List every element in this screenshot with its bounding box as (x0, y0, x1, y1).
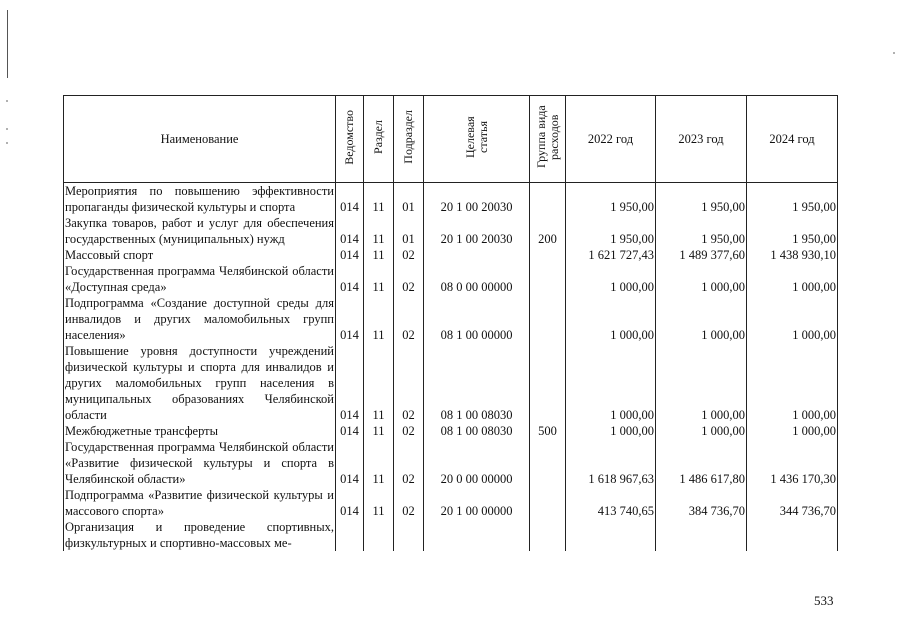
row-2023: 1 000,00 (656, 295, 747, 343)
header-group: Группа вида расходов (530, 96, 566, 183)
row-2024: 1 000,00 (747, 263, 838, 295)
row-2022: 1 950,00 (566, 183, 656, 216)
row-2022: 1 950,00 (566, 215, 656, 247)
row-2024 (747, 519, 838, 551)
header-razdel: Раздел (364, 96, 394, 183)
row-2024: 1 436 170,30 (747, 439, 838, 487)
row-razdel: 11 (364, 439, 394, 487)
row-name: Повышение уровня доступности учреждений физической культуры и спорта для инвалидов и других маломобильных групп населения в муниципальных образованиях Челябинской области (65, 344, 334, 422)
row-name: Государственная программа Челябинской области «Доступная среда» (65, 264, 334, 294)
row-name: Межбюджетные трансферты (64, 423, 336, 439)
row-vedomstvo: 014 (336, 295, 364, 343)
row-razdel: 11 (364, 295, 394, 343)
row-2022 (566, 519, 656, 551)
row-razdel: 11 (364, 423, 394, 439)
row-2024: 1 438 930,10 (747, 247, 838, 263)
header-vedomstvo: Ведомство (336, 96, 364, 183)
header-target: Целевая статья (424, 96, 530, 183)
row-name: Подпрограмма «Развитие физической культуры и массового спорта» (65, 488, 334, 518)
row-2024: 1 950,00 (747, 215, 838, 247)
row-podrazdel: 02 (394, 423, 424, 439)
row-podrazdel: 02 (394, 263, 424, 295)
row-group (530, 183, 566, 216)
row-group (530, 439, 566, 487)
row-name: Подпрограмма «Создание доступной среды для инвалидов и других маломобильных групп населения» (65, 296, 334, 342)
row-podrazdel: 01 (394, 215, 424, 247)
row-group (530, 487, 566, 519)
row-2024: 1 000,00 (747, 423, 838, 439)
row-vedomstvo: 014 (336, 343, 364, 423)
row-2022: 1 000,00 (566, 423, 656, 439)
row-2024: 1 950,00 (747, 183, 838, 216)
row-vedomstvo: 014 (336, 423, 364, 439)
row-name: Закупка товаров, работ и услуг для обеспечения государственных (муниципальных) нужд (65, 216, 334, 246)
row-2022: 1 618 967,63 (566, 439, 656, 487)
row-razdel: 11 (364, 183, 394, 216)
row-2023: 1 950,00 (656, 183, 747, 216)
row-2024: 344 736,70 (747, 487, 838, 519)
row-vedomstvo: 014 (336, 183, 364, 216)
row-group (530, 247, 566, 263)
header-2024: 2024 год (747, 96, 838, 183)
row-target: 20 1 00 20030 (424, 183, 530, 216)
row-group (530, 343, 566, 423)
row-target: 08 1 00 08030 (424, 423, 530, 439)
row-podrazdel: 02 (394, 487, 424, 519)
row-razdel: 11 (364, 343, 394, 423)
left-edge-mark (7, 10, 8, 78)
row-vedomstvo (336, 519, 364, 551)
row-2023: 1 000,00 (656, 343, 747, 423)
table-row (64, 247, 838, 263)
row-target: 20 0 00 00000 (424, 439, 530, 487)
row-2022: 1 000,00 (566, 263, 656, 295)
row-vedomstvo: 014 (336, 247, 364, 263)
row-2023: 1 489 377,60 (656, 247, 747, 263)
row-target: 20 1 00 00000 (424, 487, 530, 519)
row-group: 200 (530, 215, 566, 247)
row-vedomstvo: 014 (336, 439, 364, 487)
table-row (64, 183, 838, 216)
row-2023: 384 736,70 (656, 487, 747, 519)
row-razdel: 11 (364, 247, 394, 263)
row-razdel: 11 (364, 487, 394, 519)
table-row (64, 295, 838, 343)
row-podrazdel (394, 519, 424, 551)
table-row (64, 487, 838, 519)
row-2023: 1 000,00 (656, 423, 747, 439)
row-name: Массовый спорт (64, 247, 336, 263)
row-2023: 1 486 617,80 (656, 439, 747, 487)
table-header-row (64, 96, 838, 183)
table-row (64, 343, 838, 423)
table-row (64, 519, 838, 551)
row-podrazdel: 01 (394, 183, 424, 216)
margin-dot (6, 100, 8, 102)
row-target (424, 247, 530, 263)
table-row (64, 439, 838, 487)
row-podrazdel: 02 (394, 247, 424, 263)
row-vedomstvo: 014 (336, 215, 364, 247)
row-2022: 1 621 727,43 (566, 247, 656, 263)
row-podrazdel: 02 (394, 343, 424, 423)
row-name: Мероприятия по повышению эффективности пропаганды физической культуры и спорта (65, 184, 334, 214)
row-group (530, 263, 566, 295)
row-2022: 1 000,00 (566, 343, 656, 423)
row-target: 20 1 00 20030 (424, 215, 530, 247)
row-target (424, 519, 530, 551)
page-number: 533 (814, 593, 834, 608)
row-podrazdel: 02 (394, 295, 424, 343)
row-2023 (656, 519, 747, 551)
row-razdel: 11 (364, 263, 394, 295)
row-2022: 1 000,00 (566, 295, 656, 343)
row-vedomstvo: 014 (336, 263, 364, 295)
row-2024: 1 000,00 (747, 295, 838, 343)
table-row (64, 263, 838, 295)
margin-dot (6, 128, 8, 130)
row-name: Государственная программа Челябинской области «Развитие физической культуры и спорта в Челябинской области» (65, 440, 334, 486)
row-vedomstvo: 014 (336, 487, 364, 519)
header-2023: 2023 год (656, 96, 747, 183)
budget-table (63, 95, 838, 551)
row-2024: 1 000,00 (747, 343, 838, 423)
header-2022: 2022 год (566, 96, 656, 183)
row-2023: 1 000,00 (656, 263, 747, 295)
margin-dot (6, 142, 8, 144)
margin-dot (893, 52, 895, 54)
row-2022: 413 740,65 (566, 487, 656, 519)
row-2023: 1 950,00 (656, 215, 747, 247)
row-group (530, 295, 566, 343)
row-name: Организация и проведение спортивных, физкультурных и спортивно-массовых ме- (65, 520, 334, 550)
header-podrazdel: Подраздел (394, 96, 424, 183)
row-target: 08 0 00 00000 (424, 263, 530, 295)
row-group (530, 519, 566, 551)
row-razdel: 11 (364, 215, 394, 247)
row-podrazdel: 02 (394, 439, 424, 487)
table-row (64, 423, 838, 439)
table-row (64, 215, 838, 247)
row-target: 08 1 00 08030 (424, 343, 530, 423)
row-razdel (364, 519, 394, 551)
row-group: 500 (530, 423, 566, 439)
row-target: 08 1 00 00000 (424, 295, 530, 343)
header-name: Наименование (64, 96, 336, 183)
